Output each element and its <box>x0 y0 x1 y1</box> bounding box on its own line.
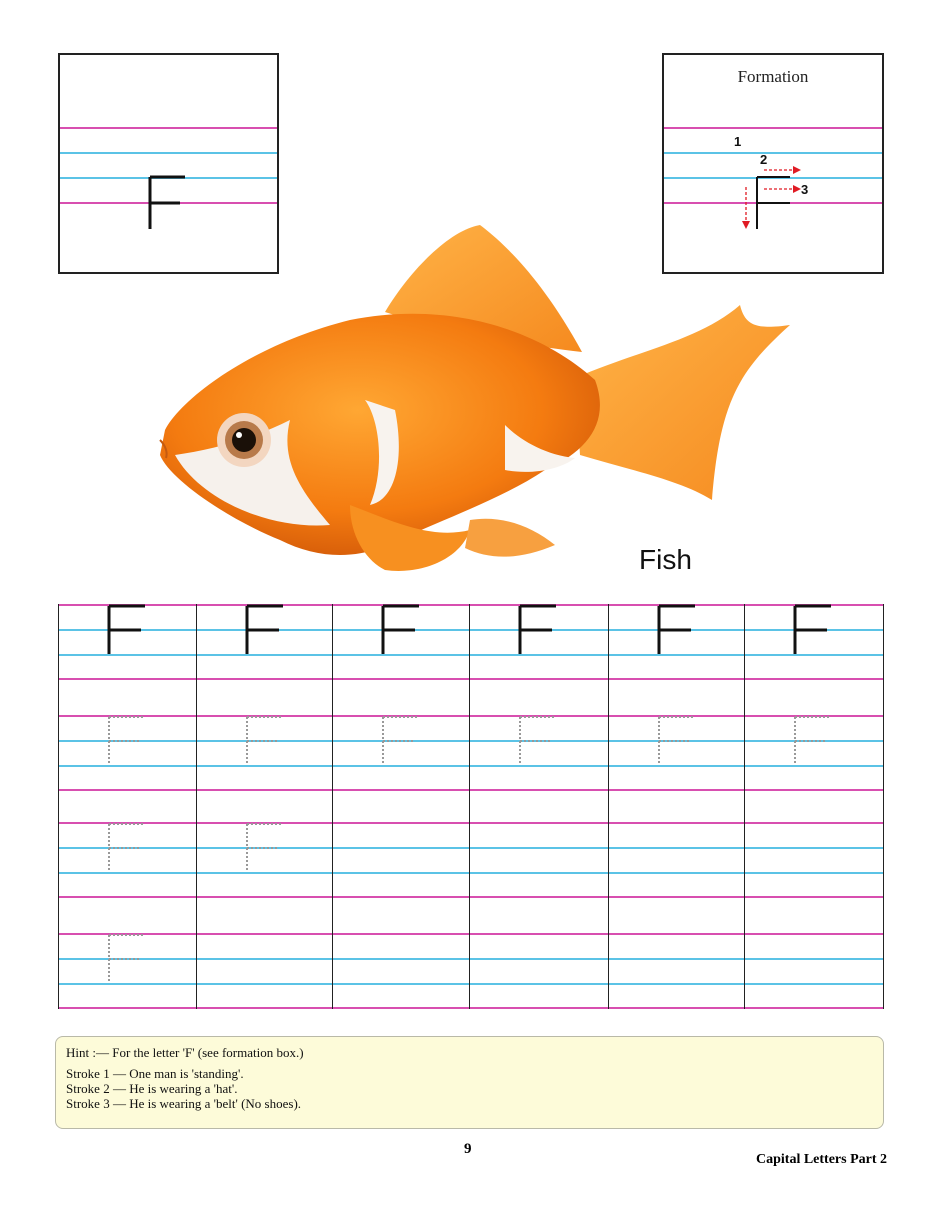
hint-line: Stroke 1 — One man is 'standing'. <box>66 1066 244 1081</box>
hint-title: Hint :— For the letter 'F' (see formation box.) <box>66 1045 304 1060</box>
hint-box <box>55 1036 884 1129</box>
practice-row-1 <box>58 604 884 680</box>
goldfish-icon <box>0 0 940 600</box>
picture-label: Fish <box>639 544 692 575</box>
practice-row-4 <box>58 933 884 1009</box>
page-number: 9 <box>464 1141 472 1157</box>
column-divider <box>608 604 609 1009</box>
stroke-number-1: 1 <box>734 134 742 149</box>
stroke-number-3: 3 <box>801 182 809 197</box>
column-divider <box>332 604 333 1009</box>
formation-title: Formation <box>737 67 809 86</box>
column-divider <box>196 604 197 1009</box>
column-divider <box>469 604 470 1009</box>
column-divider <box>744 604 745 1009</box>
column-border-right <box>883 604 884 1009</box>
stroke-number-2: 2 <box>760 152 768 167</box>
hint-line: Stroke 3 — He is wearing a 'belt' (No shoes). <box>66 1096 302 1111</box>
hint-line: Stroke 2 — He is wearing a 'hat'. <box>66 1081 238 1096</box>
practice-row-3 <box>58 822 884 898</box>
practice-row-2 <box>58 715 884 791</box>
book-title: Capital Letters Part 2 <box>756 1152 888 1167</box>
column-border-left <box>58 604 59 1009</box>
